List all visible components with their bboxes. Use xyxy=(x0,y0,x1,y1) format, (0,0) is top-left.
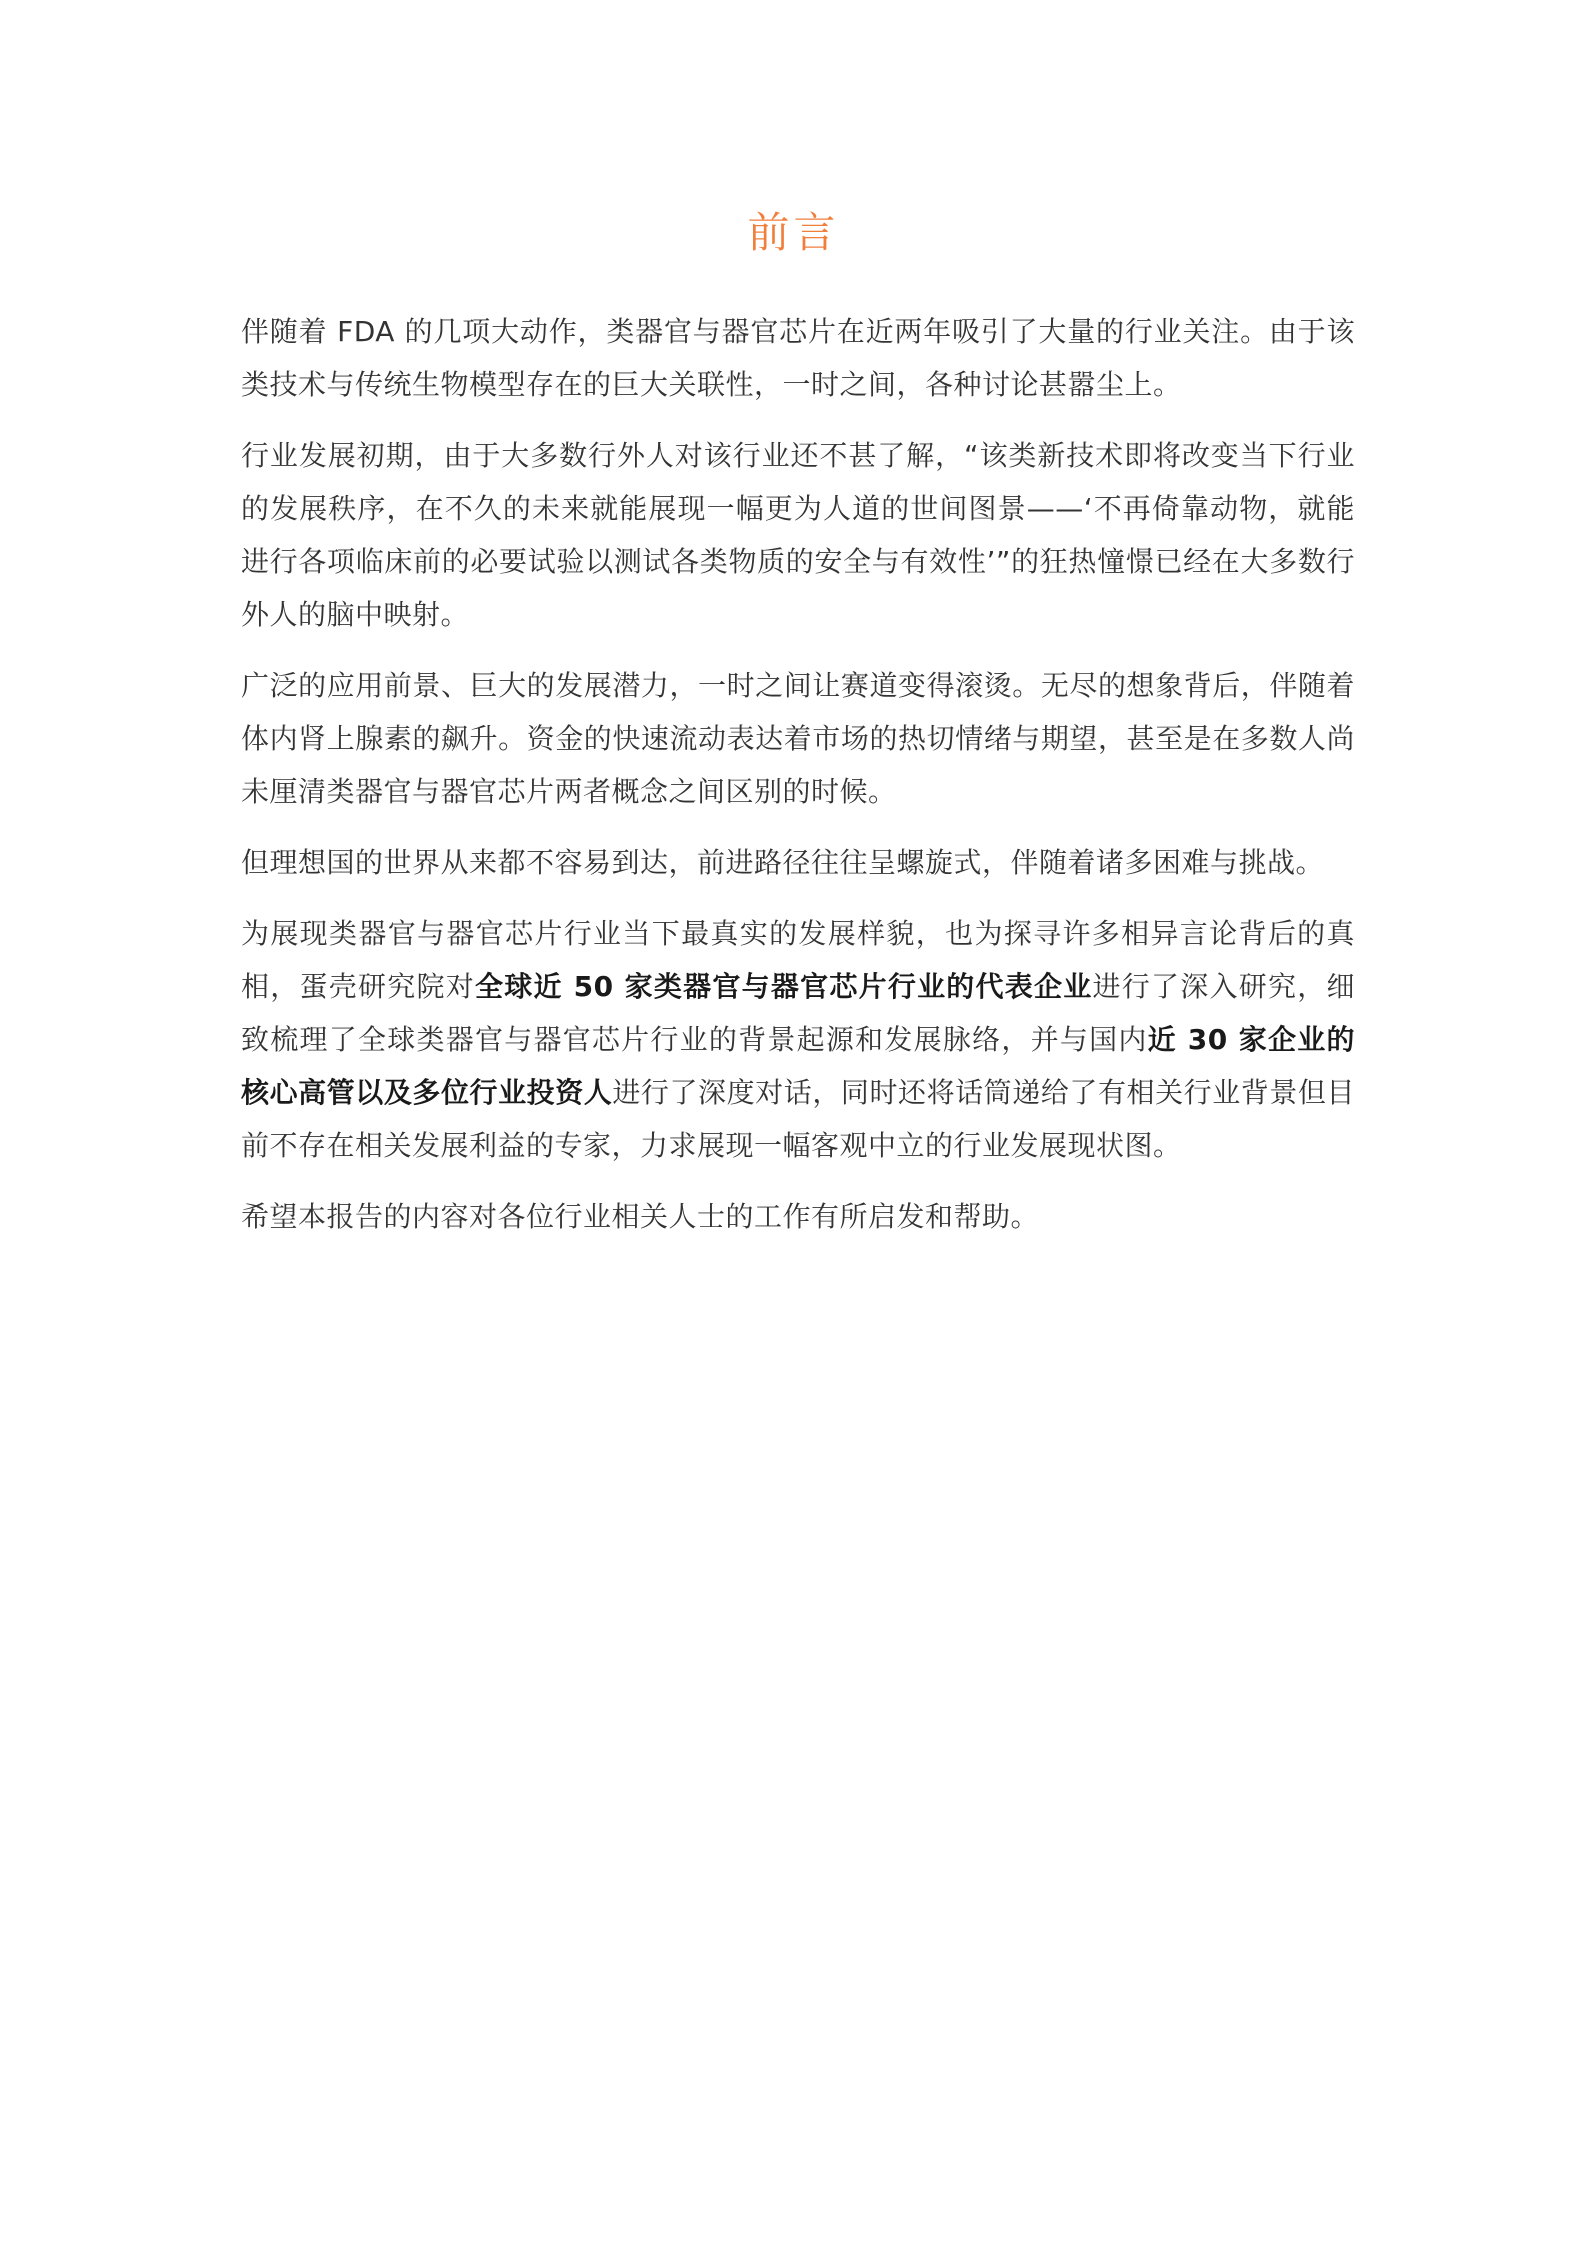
paragraph-3: 广泛的应用前景、巨大的发展潜力，一时之间让赛道变得滚烫。无尽的想象背后，伴随着体内肾上腺素的飙升。资金的快速流动表达着市场的热切情绪与期望，甚至是在多数人尚未厘清类器官与器官芯片两者概念之间区别的时候。 xyxy=(241,669,1355,808)
paragraph-5-emphasis-1: 全球近 50 家类器官与器官芯片行业的代表企业 xyxy=(474,970,1093,1003)
paragraph-5-text-3: 进行了深度对话，同时还将话筒递给了有相关行业背景但目前不存在相关发展利益的专家，力求展现一幅客观中立的行业发展现状图。 xyxy=(241,1076,1355,1162)
paragraph-5-text-2: 进行了深入研究，细致梳理了全球类器官与器官芯片行业的背景起源和发展脉络，并与国内 xyxy=(241,970,1355,1056)
paragraph-5-emphasis-2: 近 30 家企业的核心高管以及多位行业投资人 xyxy=(241,1023,1355,1109)
paragraph-2: 行业发展初期，由于大多数行外人对该行业还不甚了解，“该类新技术即将改变当下行业的发展秩序，在不久的未来就能展现一幅更为人道的世间图景——‘不再倚靠动物，就能进行各项临床前的必要试验以测试各类物质的安全与有效性’”的狂热憧憬已经在大多数行外人的脑中映射。 xyxy=(241,439,1355,631)
paragraph-5-text-1: 为展现类器官与器官芯片行业当下最真实的发展样貌，也为探寻许多相异言论背后的真相，蛋壳研究院对 xyxy=(241,917,1355,1003)
paragraph-1: 伴随着 FDA 的几项大动作，类器官与器官芯片在近两年吸引了大量的行业关注。由于该类技术与传统生物模型存在的巨大关联性，一时之间，各种讨论甚嚣尘上。 xyxy=(241,315,1355,401)
preface-body xyxy=(241,305,1355,1261)
paragraph-4: 但理想国的世界从来都不容易到达，前进路径往往呈螺旋式，伴随着诸多困难与挑战。 xyxy=(241,846,1325,879)
paragraph-6: 希望本报告的内容对各位行业相关人士的工作有所启发和帮助。 xyxy=(241,1200,1040,1233)
paragraph-5 xyxy=(241,907,1355,1172)
page-title: 前言 xyxy=(747,208,840,257)
